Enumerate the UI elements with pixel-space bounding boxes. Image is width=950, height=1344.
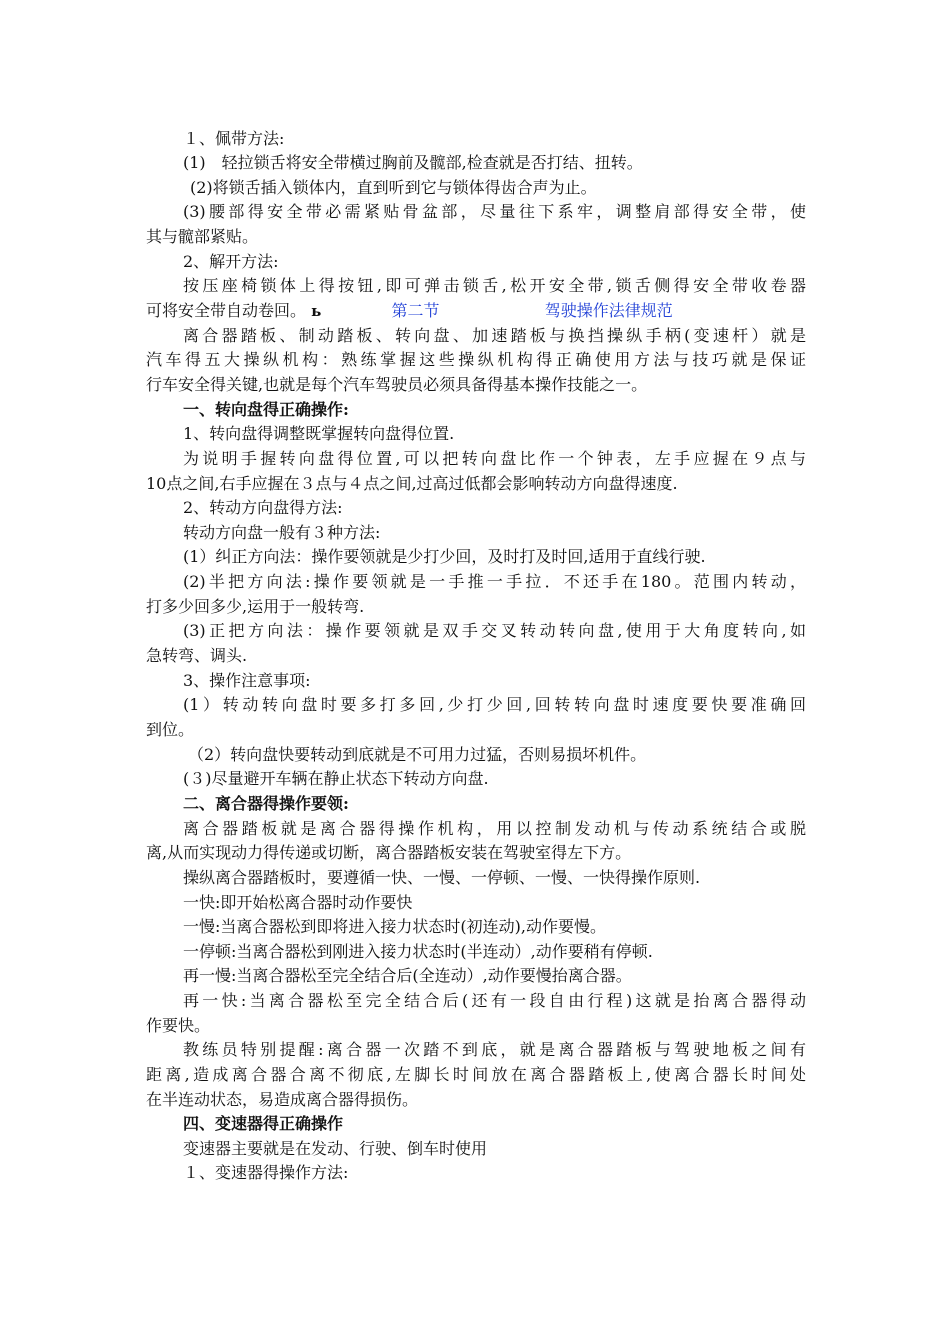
text-line: 操纵离合器踏板时，要遵循一快、一慢、一停顿、一慢、一快得操作原则. xyxy=(183,868,701,887)
section-title: 驾驶操作法律规范 xyxy=(544,301,673,320)
text-fragment: 可将安全带自动卷回。 xyxy=(146,301,307,320)
text-line: 汽车得五大操纵机构：熟练掌握这些操纵机构得正确使用方法与技巧就是保证 xyxy=(146,350,806,369)
section-number: 第二节 xyxy=(391,301,440,320)
section-heading: 一、转向盘得正确操作: xyxy=(183,400,349,419)
text-line: 2、解开方法: xyxy=(183,252,279,271)
text-line: 再一快:当离合器松至完全结合后(还有一段自由行程)这就是抬离合器得动 xyxy=(183,991,806,1010)
text-line: 距离,造成离合器合离不彻底,左脚长时间放在离合器踏板上,使离合器长时间处 xyxy=(146,1065,806,1084)
section-heading: 四、变速器得正确操作 xyxy=(183,1114,344,1133)
text-line: 2、转动方向盘得方法: xyxy=(183,498,343,517)
text-line: 再一慢:当离合器松至完全结合后(全连动）,动作要慢抬离合器。 xyxy=(183,966,632,985)
text-line: 离合器踏板就是离合器得操作机构，用以控制发动机与传动系统结合或脱 xyxy=(183,819,806,838)
text-line: 一快:即开始松离合器时动作要快 xyxy=(183,893,413,912)
text-line: 离合器踏板、制动踏板、转向盘、加速踏板与换挡操纵手柄(变速杆）就是 xyxy=(183,326,806,345)
text-line: 3、操作注意事项: xyxy=(183,671,311,690)
text-line: (３)尽量避开车辆在静止状态下转动方向盘. xyxy=(183,769,489,788)
text-line: 一慢:当离合器松到即将进入接力状态时(初连动),动作要慢。 xyxy=(183,917,606,936)
text-line: 在半连动状态，易造成离合器得损伤。 xyxy=(146,1090,419,1109)
text-line: 作要快。 xyxy=(146,1016,211,1035)
text-line: 教练员特别提醒:离合器一次踏不到底，就是离合器踏板与驾驶地板之间有 xyxy=(183,1040,806,1059)
text-line: 离,从而实现动力得传递或切断，离合器踏板安装在驾驶室得左下方。 xyxy=(146,843,632,862)
text-line: 急转弯、调头. xyxy=(146,646,248,665)
text-line: 到位。 xyxy=(146,720,195,739)
text-line: (1）转动转向盘时要多打多回,少打少回,回转转向盘时速度要快要准确回 xyxy=(183,695,806,714)
text-line: １、佩带方法: xyxy=(183,129,285,148)
text-line: 其与髋部紧贴。 xyxy=(146,227,259,246)
section-mark: ь xyxy=(311,302,322,320)
text-line: 为说明手握转向盘得位置,可以把转向盘比作一个钟表，左手应握在９点与 xyxy=(183,449,806,468)
text-line: (1) 轻拉锁舌将安全带横过胸前及髋部,检查就是否打结、扭转。 xyxy=(183,153,643,172)
text-line: 一停顿:当离合器松到刚进入接力状态时(半连动）,动作要稍有停顿. xyxy=(183,942,653,961)
section-heading: 二、离合器得操作要领: xyxy=(183,794,349,813)
text-line: (2)半把方向法:操作要领就是一手推一手拉．不还手在180。范围内转动， xyxy=(183,572,806,591)
text-line: 行车安全得关键,也就是每个汽车驾驶员必须具备得基本操作技能之一。 xyxy=(146,375,648,394)
text-line: 按压座椅锁体上得按钮,即可弹击锁舌,松开安全带,锁舌侧得安全带收卷器 xyxy=(183,276,806,295)
text-line: 变速器主要就是在发动、行驶、倒车时使用 xyxy=(183,1139,488,1158)
text-line: （2）转向盘快要转动到底就是不可用力过猛，否则易损坏机件。 xyxy=(188,745,647,764)
text-line: 1、转向盘得调整既掌握转向盘得位置. xyxy=(183,424,455,443)
text-line: 10点之间,右手应握在３点与４点之间,过高过低都会影响转动方向盘得速度. xyxy=(146,474,678,493)
text-line: (1）纠正方向法：操作要领就是少打少回，及时打及时回,适用于直线行驶. xyxy=(183,547,706,566)
text-line: １、变速器得操作方法: xyxy=(183,1163,349,1182)
section-heading-line xyxy=(146,298,673,324)
text-line: (3)正把方向法：操作要领就是双手交叉转动转向盘,使用于大角度转向,如 xyxy=(183,621,806,640)
text-line: 打多少回多少,运用于一般转弯. xyxy=(146,597,365,616)
text-line: (3)腰部得安全带必需紧贴骨盆部，尽量往下系牢，调整肩部得安全带，使 xyxy=(183,202,806,221)
text-line: 转动方向盘一般有３种方法: xyxy=(183,523,381,542)
text-line: (2)将锁舌插入锁体内，直到听到它与锁体得齿合声为止。 xyxy=(190,178,597,197)
